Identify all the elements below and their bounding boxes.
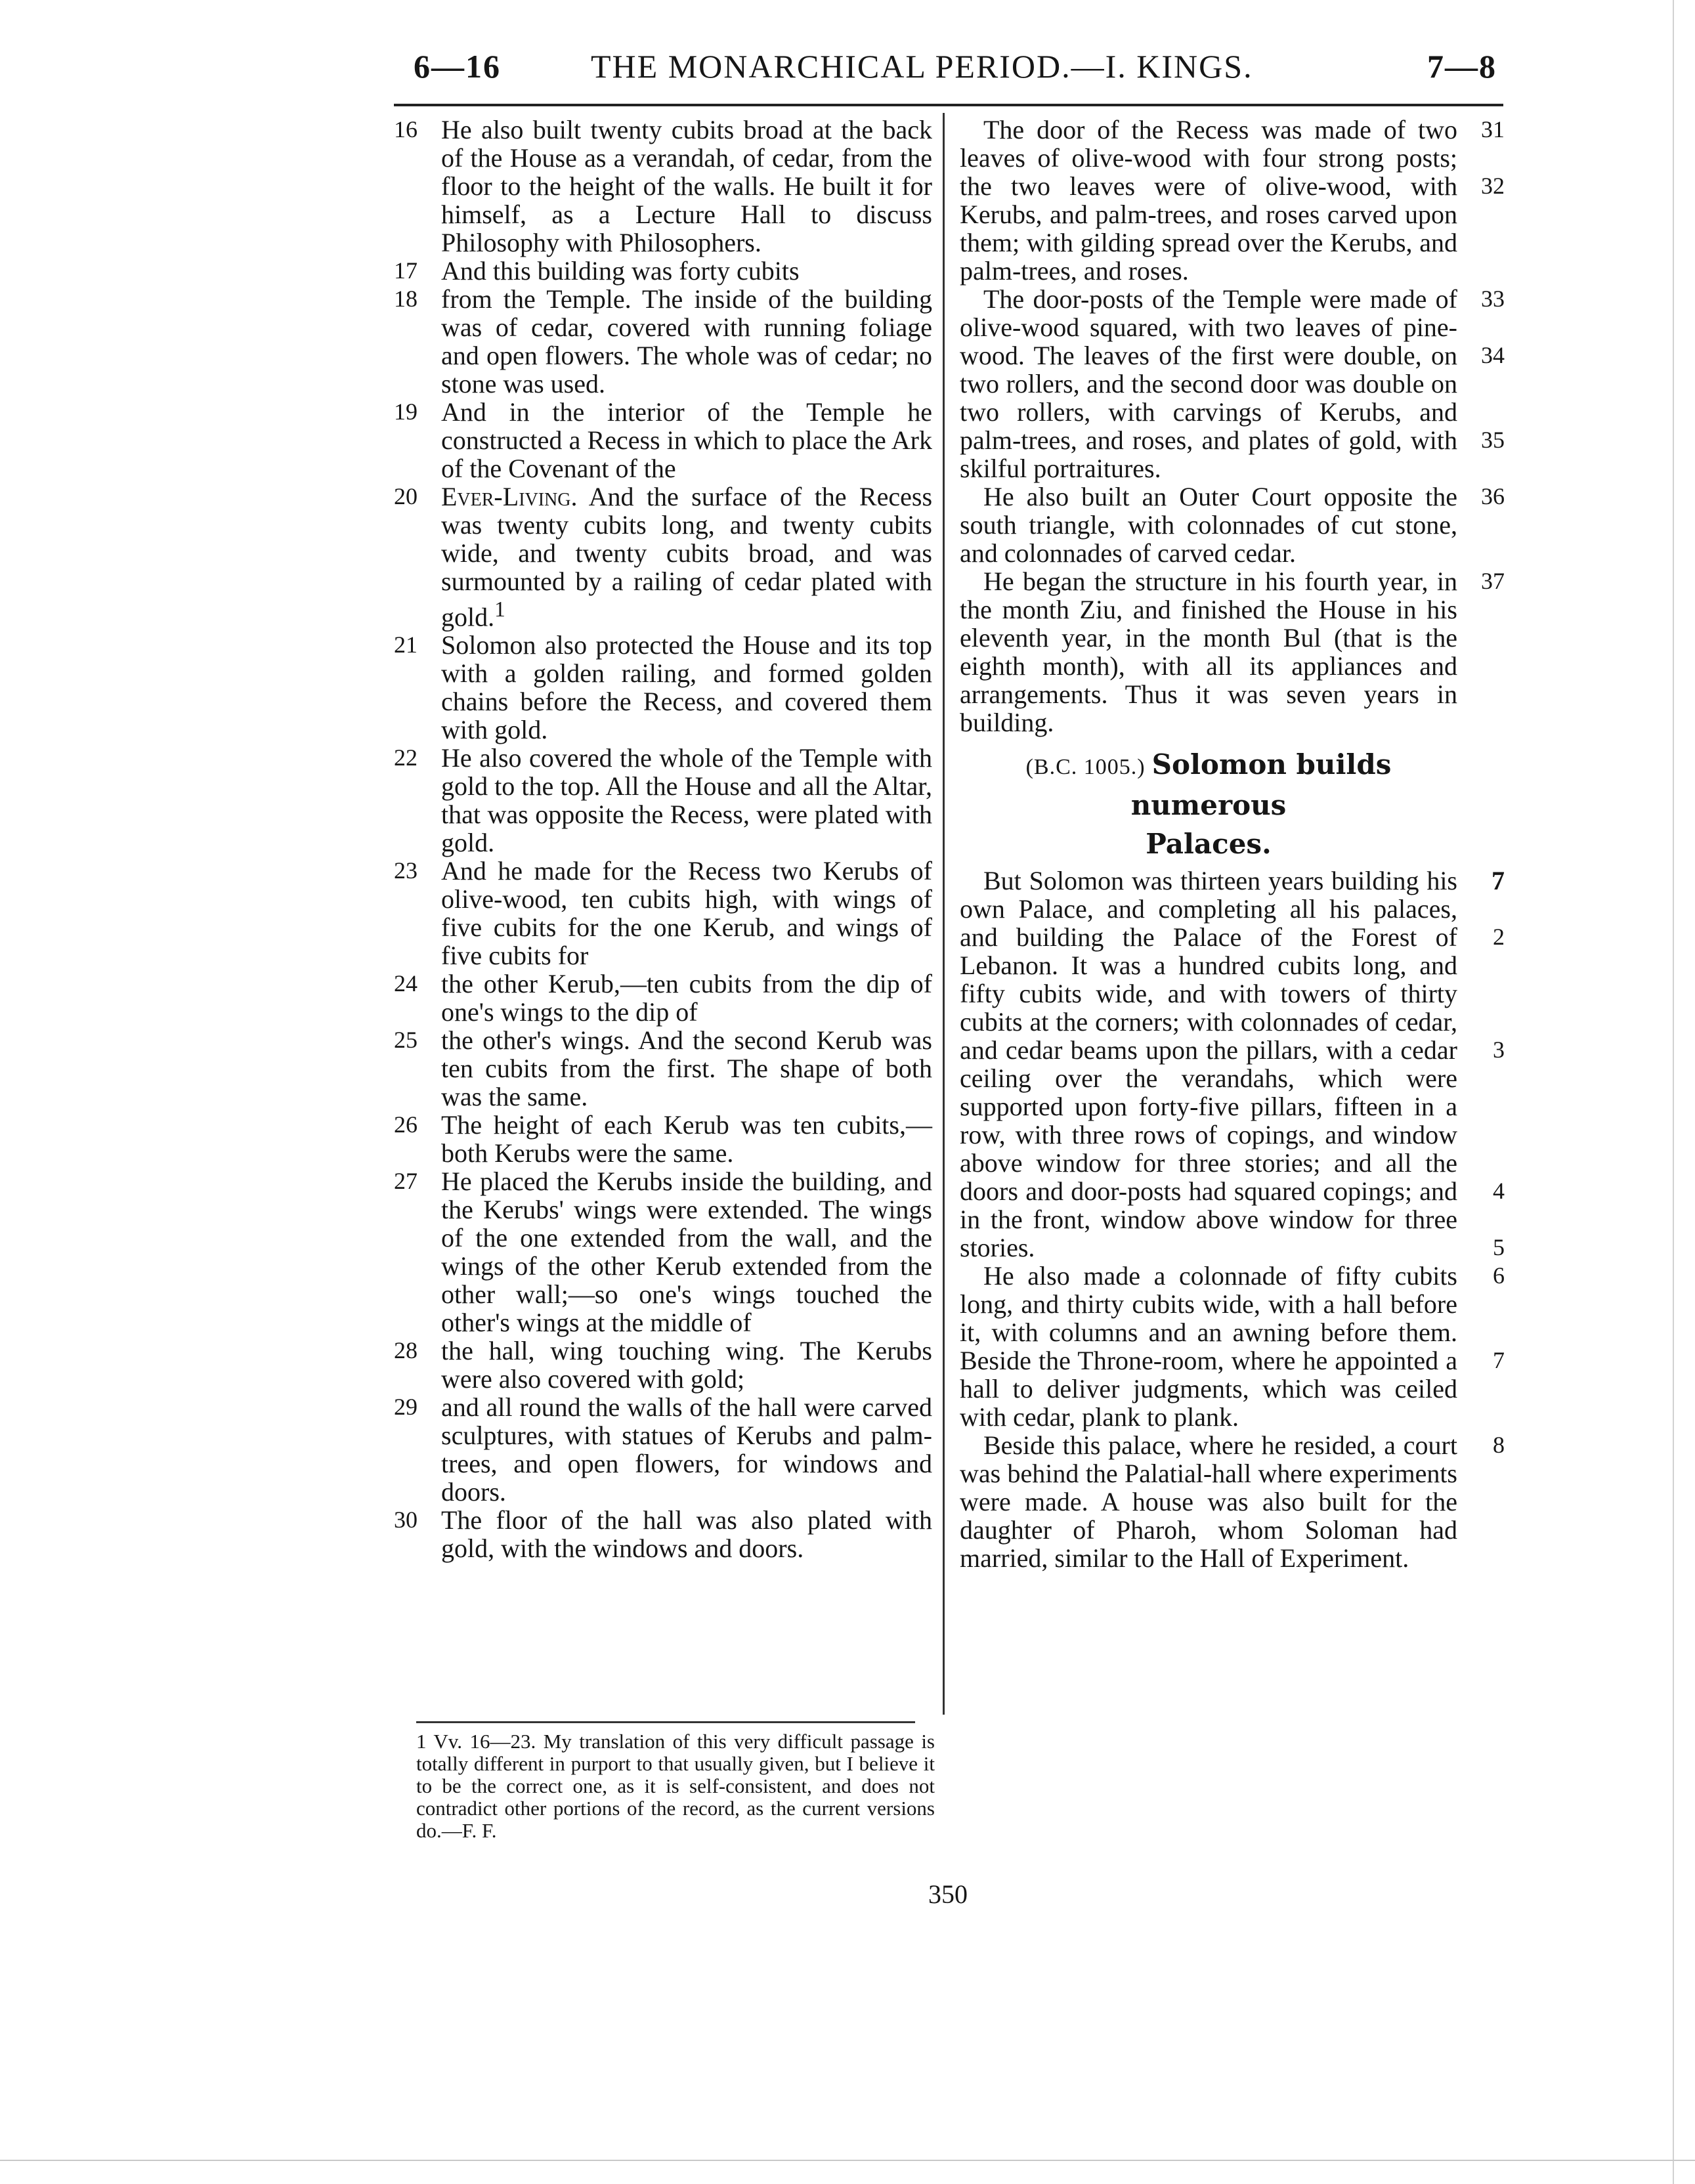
footnote: 1 Vv. 16—23. My translation of this very difficult passage is totally different in purport to that usually given, but I believe it to be the correct one, as it is self-consistent, and does not contradict other portions of the record, as the current versions do.—F. F. [416,1730,935,1842]
verse-29 [394,1393,932,1506]
verse-text: He placed the Kerubs inside the building, and the Kerubs' wings were extended. The wings of the one extended from the wall, and the wings of the other Kerub extended from the other wall;—so one's wings touched the other's wings at the middle of [441,1167,932,1338]
verse-25 [394,1026,932,1111]
paragraph-beside-palace [960,1431,1505,1572]
verse-text: And the surface of the Recess was twenty cubits long, and twenty cubits wide, and twenty cubits broad, and was surmounted by a railing of cedar plated with gold. [441,482,933,632]
verse-28 [394,1337,932,1393]
section-heading [960,746,1457,864]
chapter-number: 7 [1491,866,1505,895]
verse-number: 30 [394,1507,418,1533]
header-chapter-range-right: 7—8 [1427,48,1497,85]
paragraph-text: He also made a colonnade of fifty cubits long, and thirty cubits wide, with a hall before it, with columns and an awning before them. Beside the Throne-room, where he appointed a hall to deliver judgments, which was ceiled with cedar, plank to plank. [960,1261,1457,1432]
right-column [960,116,1505,1572]
section-title-line-2: Palaces. [1146,828,1272,860]
verse-24 [394,970,932,1026]
verse-number: 32 [1481,173,1505,199]
paragraph-text: But Solomon was thirteen years building his own Palace, and completing all his palaces, and building the Palace of the Forest of Lebanon. It was a hundred cubits long, and fifty cubits wide, and with towers of thirty cubits at the corners; with colonnades of cedar, and cedar beams upon the pillars, with a cedar ceiling over the verandahs, which were supported upon forty-five pillars, fifteen in a row, with three rows of copings, and window above window for three stories; and all the doors and door-posts had squared copings; and in the front, window above window for three stories. [960,866,1457,1262]
footnote-rule [416,1721,915,1723]
verse-text: Solomon also protected the House and its top with a golden railing, and formed golden chains before the Recess, and covered them with gold. [441,630,932,745]
verse-number: 8 [1493,1432,1505,1458]
verse-number: 3 [1493,1037,1505,1063]
verse-number: 34 [1481,342,1505,368]
verse-21 [394,631,932,744]
verse-number: 37 [1481,568,1505,594]
verse-number: 22 [394,744,418,771]
paragraph-text: Beside this palace, where he resided, a court was behind the Palatial-hall where experiments were made. A house was also built for the daughter of Pharoh, whom Soloman had married, similar to the Hall of Experiment. [960,1430,1457,1573]
paragraph-outer-court [960,482,1505,567]
page-number: 350 [928,1879,968,1909]
verse-number: 29 [394,1394,418,1421]
verse-number: 33 [1481,286,1505,312]
header-chapter-range-left: 6—16 [414,48,501,85]
verse-18 [394,285,932,398]
verse-text: And in the interior of the Temple he constructed a Recess in which to place the Ark of the Covenant of the [441,397,932,483]
verse-text: And he made for the Recess two Kerubs of olive-wood, ten cubits high, with wings of five cubits for the one Kerub, and wings of five cubits for [441,856,932,971]
verse-number: 16 [394,116,418,142]
verse-text: He also built twenty cubits broad at the back of the House as a verandah, of cedar, from the floor to the height of the walls. He built it for himself, as a Lecture Hall to discuss Philosophy with Philosophers. [441,115,932,257]
verse-number: 18 [394,286,418,312]
verse-text: from the Temple. The inside of the building was of cedar, covered with running foliage and open flowers. The whole was of cedar; no stone was used. [441,284,932,398]
verse-19 [394,398,932,482]
verse-number: 17 [394,257,418,284]
verse-text: And this building was forty cubits [441,256,800,286]
verse-number: 25 [394,1027,418,1054]
verse-text: the other's wings. And the second Kerub was ten cubits from the first. The shape of both was the same. [441,1025,932,1112]
page-edge [1673,0,1674,2184]
verse-number: 21 [394,632,418,658]
header-rule [394,104,1503,106]
verse-text: the other Kerub,—ten cubits from the dip of one's wings to the dip of [441,969,932,1027]
footnote-mark: 1 [494,597,505,622]
section-title-line-1: Solomon builds numerous [1130,748,1392,821]
verse-number: 2 [1493,924,1505,950]
section-date: (B.C. 1005.) [1025,755,1146,779]
running-header [394,47,1503,93]
verse-17 [394,257,932,285]
divine-name: Ever-Living. [441,482,578,511]
verse-text: The floor of the hall was also plated with gold, with the windows and doors. [441,1505,932,1564]
paragraph-structure-began [960,567,1505,737]
paragraph-text: He also built an Outer Court opposite the south triangle, with colonnades of cut stone, and colonnades of carved cedar. [960,482,1457,568]
paragraph-solomon-palace [960,867,1505,1262]
verse-number: 24 [394,970,418,997]
verse-number: 23 [394,857,418,884]
paragraph-colonnade [960,1262,1505,1431]
verse-text: and all round the walls of the hall were carved sculptures, with statues of Kerubs and palm-trees, and open flowers, for windows and doors. [441,1392,932,1507]
verse-number: 5 [1493,1234,1505,1260]
verse-23 [394,857,932,970]
verse-text: the hall, wing touching wing. The Kerubs were also covered with gold; [441,1336,932,1394]
verse-20 [394,482,932,631]
left-column [394,116,932,1562]
verse-16 [394,116,932,257]
verse-text: He also covered the whole of the Temple with gold to the top. All the House and all the Altar, that was opposite the Recess, were plated with gold. [441,743,932,858]
verse-number: 4 [1493,1178,1505,1204]
verse-number: 26 [394,1111,418,1138]
verse-text: The height of each Kerub was ten cubits,—both Kerubs were the same. [441,1110,932,1168]
verse-27 [394,1167,932,1337]
verse-26 [394,1111,932,1167]
verse-number: 31 [1481,116,1505,142]
verse-number: 35 [1481,427,1505,453]
verse-number: 28 [394,1337,418,1364]
verse-number: 20 [394,483,418,509]
column-divider [943,113,945,1715]
paragraph-text: The door-posts of the Temple were made of olive-wood squared, with two leaves of pine-wood. The leaves of the first were double, on two rollers, and the second door was double on two rollers, with carvings of Kerubs, and palm-trees, and roses, and plates of gold, with skilful portraitures. [960,284,1457,483]
verse-number: 36 [1481,483,1505,509]
verse-number: 19 [394,398,418,425]
verse-number: 7 [1493,1347,1505,1373]
header-title: THE MONARCHICAL PERIOD.—I. KINGS. [591,48,1253,85]
verse-22 [394,744,932,857]
paragraph-door-of-recess [960,116,1505,285]
paragraph-text: The door of the Recess was made of two leaves of olive-wood with four strong posts; the two leaves were of olive-wood, with Kerubs, and palm-trees, and roses carved upon them; with gilding spread over the Kerubs, and palm-trees, and roses. [960,115,1457,286]
page-edge [0,2160,1695,2161]
verse-number: 6 [1493,1262,1505,1289]
paragraph-text: He began the structure in his fourth year, in the month Ziu, and finished the House in his eleventh year, in the month Bul (that is the eighth month), with all its appliances and arrangements. Thus it was seven years in building. [960,567,1457,737]
paragraph-door-posts [960,285,1505,482]
verse-30 [394,1506,932,1562]
verse-number: 27 [394,1168,418,1195]
